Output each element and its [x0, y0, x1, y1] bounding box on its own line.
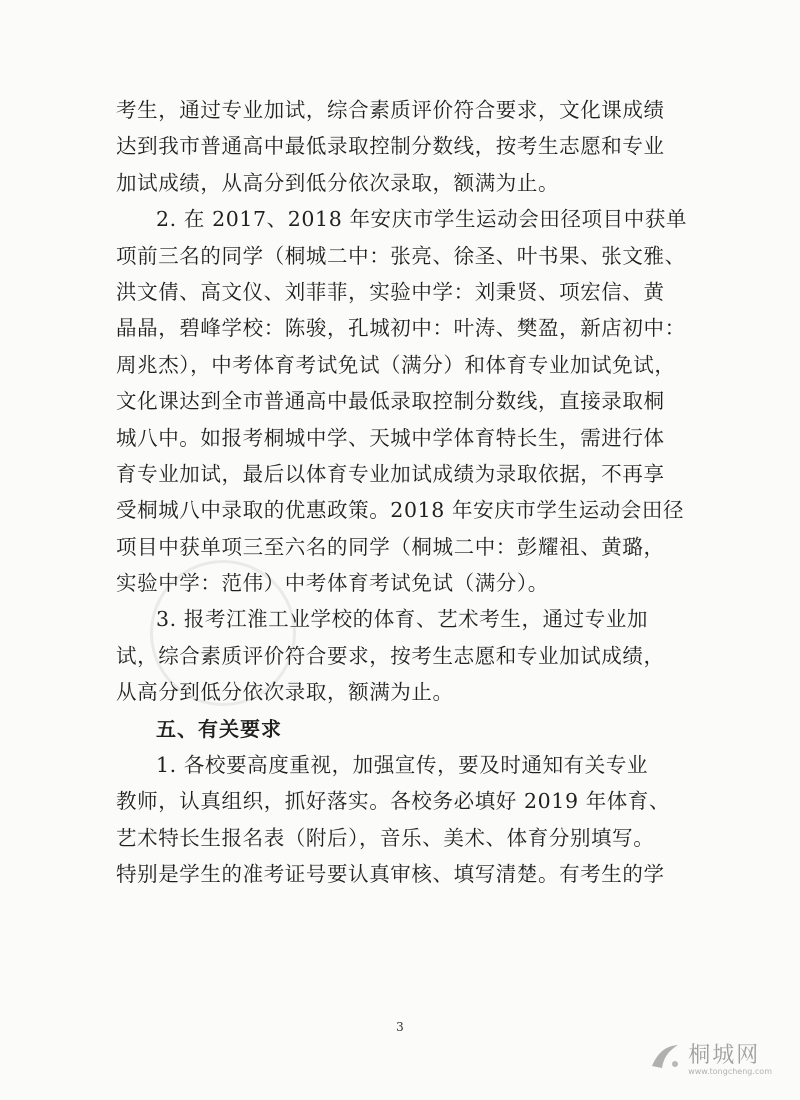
text-line: 晶晶，碧峰学校：陈骏，孔城初中：叶涛、樊盈，新店初中： — [116, 316, 686, 341]
text-line: 实验中学：范伟）中考体育考试免试（满分）。 — [116, 571, 549, 596]
text-line: 文化课达到全市普通高中最低录取控制分数线，直接录取桐 — [116, 389, 665, 414]
section-heading: 五、有关要求 — [156, 716, 282, 741]
text-line: 特别是学生的准考证号要认真审核、填写清楚。有考生的学 — [116, 862, 665, 887]
text-line: 3. 报考江淮工业学校的体育、艺术考生，通过专业加 — [156, 607, 649, 632]
text-line: 教师，认真组织，抓好落实。各校务必填好 2019 年体育、 — [116, 789, 671, 814]
text-line: 艺术特长生报名表（附后），音乐、美术、体育分别填写。 — [116, 825, 655, 850]
text-line: 项前三名的同学（桐城二中：张亮、徐圣、叶书果、张文雅、 — [116, 243, 686, 268]
site-watermark — [648, 1042, 772, 1078]
swoosh-logo-icon — [648, 1042, 682, 1078]
text-line: 加试成绩，从高分到低分依次录取，额满为止。 — [116, 170, 560, 195]
text-line: 试，综合素质评价符合要求，按考生志愿和专业加试成绩， — [116, 643, 665, 668]
text-line: 从高分到低分依次录取，额满为止。 — [116, 680, 454, 705]
text-line: 洪文倩、高文仪、刘菲菲，实验中学：刘秉贤、项宏信、黄 — [116, 279, 665, 304]
text-line: 2. 在 2017、2018 年安庆市学生运动会田径项目中获单 — [156, 207, 688, 232]
watermark-site-name: 桐城网 — [688, 1042, 761, 1068]
page-number: 3 — [396, 1020, 404, 1034]
watermark-text — [688, 1044, 772, 1077]
text-line: 项目中获单项三至六名的同学（桐城二中：彭耀祖、黄璐， — [116, 534, 665, 559]
text-line: 考生，通过专业加试，综合素质评价符合要求，文化课成绩 — [116, 98, 665, 122]
document-body — [116, 92, 688, 893]
text-line: 周兆杰），中考体育考试免试（满分）和体育专业加试免试， — [116, 352, 676, 377]
text-line: 城八中。如报考桐城中学、天城中学体育特长生，需进行体 — [116, 425, 665, 450]
text-line: 育专业加试，最后以体育专业加试成绩为录取依据，不再享 — [116, 461, 665, 486]
text-line: 1. 各校要高度重视，加强宣传，要及时通知有关专业 — [156, 753, 649, 778]
text-line: 受桐城八中录取的优惠政策。2018 年安庆市学生运动会田径 — [116, 498, 685, 523]
text-line: 达到我市普通高中最低录取控制分数线，按考生志愿和专业 — [116, 134, 665, 159]
watermark-url: www.tongcheng.com — [688, 1066, 772, 1076]
